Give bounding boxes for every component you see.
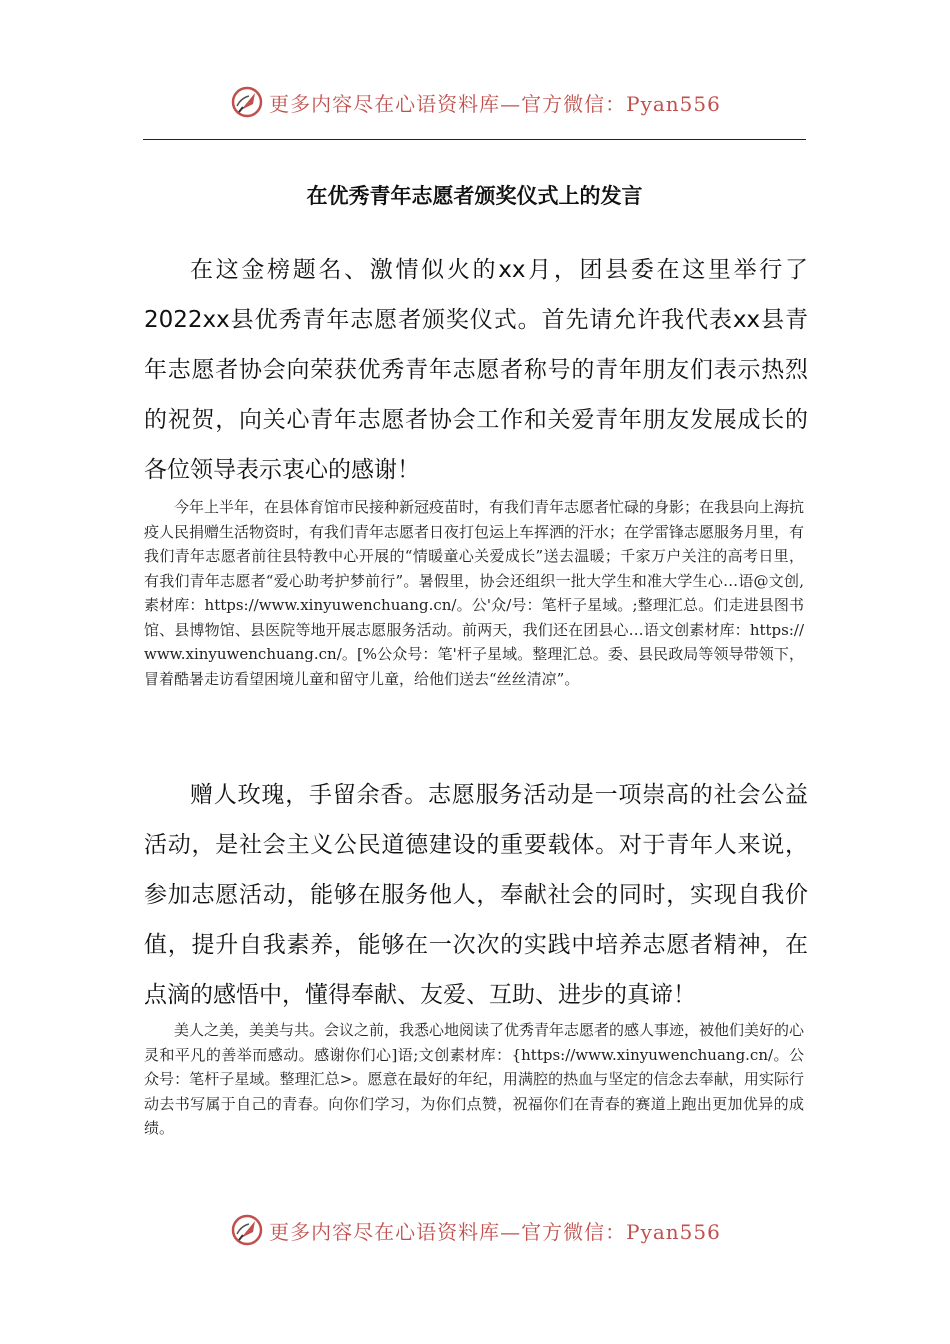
- paragraph-3: 赠人玫瑰，手留余香。志愿服务活动是一项崇高的社会公益活动，是社会主义公民道德建设的重要载体。对于青年人来说，参加志愿活动，能够在服务他人，奉献社会的同时，实现自我价值，提升自我素养，能够在一次次的实践中培养志愿者精神，在点滴的感悟中，懂得奉献、友爱、互助、进步的真谛！: [144, 782, 808, 1008]
- paragraph-4: 美人之美，美美与共。会议之前，我悉心地阅读了优秀青年志愿者的感人事迹，被他们美好的心灵和平凡的善举而感动。感谢你们心]语;文创素材库：{https://www.xinyuwenchuang.cn/。公众号：笔杆子星域。整理汇总>。愿意在最好的年纪，用满腔的热血与坚定的信念去奉献，用实际行动去书写属于自己的青春。向你们学习，为你们点赞，祝福你们在青春的赛道上跑出更加优异的成绩。: [144, 1021, 805, 1137]
- banner-text: 更多内容尽在心语资料库—官方微信：Pyan556: [269, 91, 721, 116]
- quill-pen-logo-icon: [229, 84, 265, 120]
- banner-text: 更多内容尽在心语资料库—官方微信：Pyan556: [269, 1219, 721, 1244]
- footer-banner: [0, 1210, 950, 1250]
- header-divider: [143, 139, 806, 140]
- paragraph-2: 今年上半年，在县体育馆市民接种新冠疫苗时，有我们青年志愿者忙碌的身影；在我县向上海抗疫人民捐赠生活物资时，有我们青年志愿者日夜打包运上车挥洒的汗水；在学雷锋志愿服务月里，有我们青年志愿者前往县特教中心开展的“情暖童心关爱成长”送去温暖；千家万户关注的高考日里，有我们青年志愿者“爱心助考护梦前行”。暑假里，协会还组织一批大学生和准大学生心…语@文创,素材库：https://www.xinyuwenchuang.cn/。公'众/号：笔杆子星域。;整理汇总。们走进县图书馆、县博物馆、县医院等地开展志愿服务活动。前两天，我们还在团县心…语文创素材库：https://www.xinyuwenchuang.cn/。[%公众号：笔'杆子星域。整理汇总。委、县民政局等领导带领下，冒着酷暑走访看望困境儿童和留守儿童，给他们送去“丝丝清凉”。: [144, 498, 805, 688]
- header-banner: [0, 82, 950, 122]
- paragraph-1: 在这金榜题名、激情似火的xx月，团县委在这里举行了2022xx县优秀青年志愿者颁奖仪式。首先请允许我代表xx县青年志愿者协会向荣获优秀青年志愿者称号的青年朋友们表示热烈的祝贺，向关心青年志愿者协会工作和关爱青年朋友发展成长的各位领导表示衷心的感谢！: [144, 257, 808, 483]
- quill-pen-logo-icon: [229, 1212, 265, 1248]
- page-title: 在优秀青年志愿者颁奖仪式上的发言: [306, 184, 643, 208]
